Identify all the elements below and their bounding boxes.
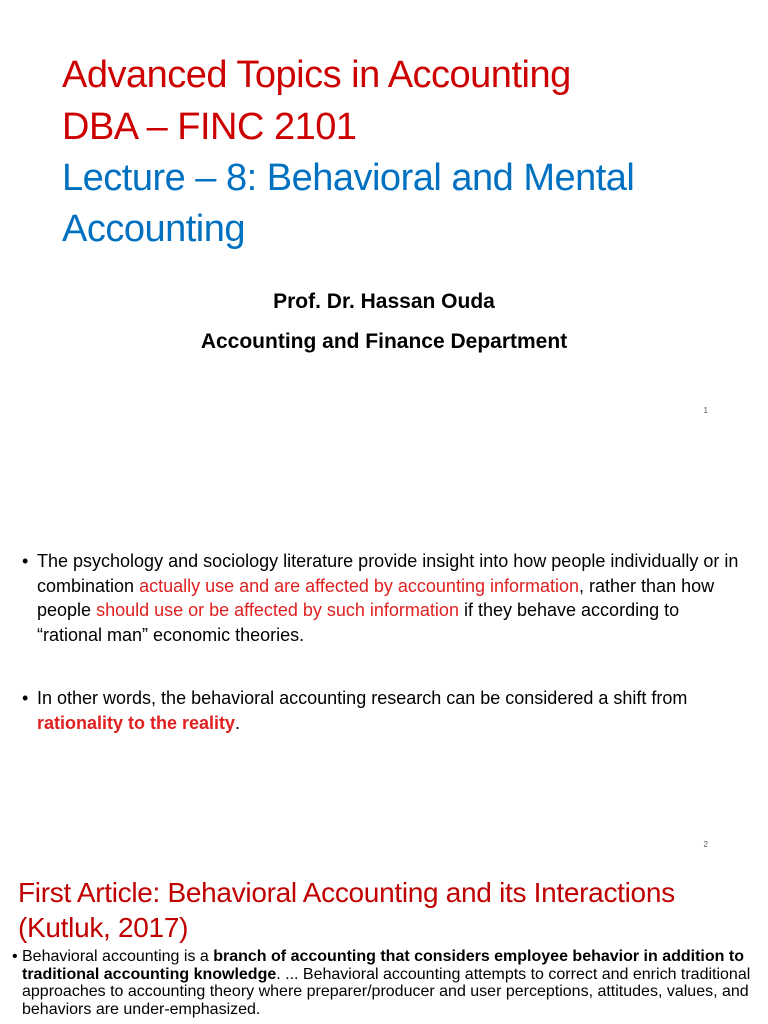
article-slide bbox=[0, 860, 768, 1024]
article-title-line2: (Kutluk, 2017) bbox=[18, 912, 189, 943]
department-name: Accounting and Finance Department bbox=[200, 330, 568, 353]
bullet-text-segment: if they behave according to “rational man” economic theories. bbox=[37, 600, 680, 645]
bullet-text-segment: The psychology and sociology literature provide insight into how people individually or in combination bbox=[37, 551, 739, 596]
bullet-icon: • bbox=[22, 688, 29, 708]
bullet-icon: • bbox=[12, 948, 18, 965]
page-number: 2 bbox=[703, 840, 708, 849]
content-slide bbox=[0, 430, 768, 860]
bullet-text bbox=[22, 948, 752, 1018]
course-title: Advanced Topics in Accounting bbox=[62, 54, 571, 96]
highlighted-text: actually use and are affected by accounting information bbox=[139, 575, 580, 596]
presenter-name: Prof. Dr. Hassan Ouda bbox=[273, 290, 495, 313]
bullet-item bbox=[12, 948, 752, 1018]
bullet-text bbox=[37, 549, 742, 647]
bullet-text-segment: . ... Behavioral accounting attempts to correct and enrich traditional approaches to accounting theory where preparer/producer and user perceptions, attitudes, values, and behaviors are under-emphasized. bbox=[22, 965, 751, 1018]
highlighted-text: should use or be affected by such information bbox=[96, 600, 459, 620]
article-title-line1: First Article: Behavioral Accounting and its Interactions bbox=[18, 877, 675, 908]
bullet-item bbox=[22, 686, 742, 735]
page-number: 1 bbox=[703, 406, 708, 415]
bullet-text-segment: Behavioral accounting is a bbox=[22, 948, 214, 965]
title-slide bbox=[0, 0, 768, 430]
course-code: DBA – FINC 2101 bbox=[62, 106, 357, 148]
bullet-icon: • bbox=[22, 551, 29, 571]
bullet-text-segment: . bbox=[235, 712, 241, 733]
bullet-text-segment: In other words, the behavioral accounting research can be considered a shift from bbox=[37, 688, 688, 708]
bold-text: branch of accounting that considers employee behavior in addition to traditional accounting knowledge bbox=[22, 948, 744, 983]
lecture-title-line2: Accounting bbox=[62, 208, 246, 250]
bullet-text bbox=[37, 686, 742, 735]
lecture-title-line1: Lecture – 8: Behavioral and Mental bbox=[62, 157, 635, 199]
highlighted-text: rationality to the reality bbox=[37, 712, 236, 733]
bullet-text-segment: , rather than how people bbox=[37, 575, 715, 620]
bullet-item bbox=[22, 549, 742, 647]
